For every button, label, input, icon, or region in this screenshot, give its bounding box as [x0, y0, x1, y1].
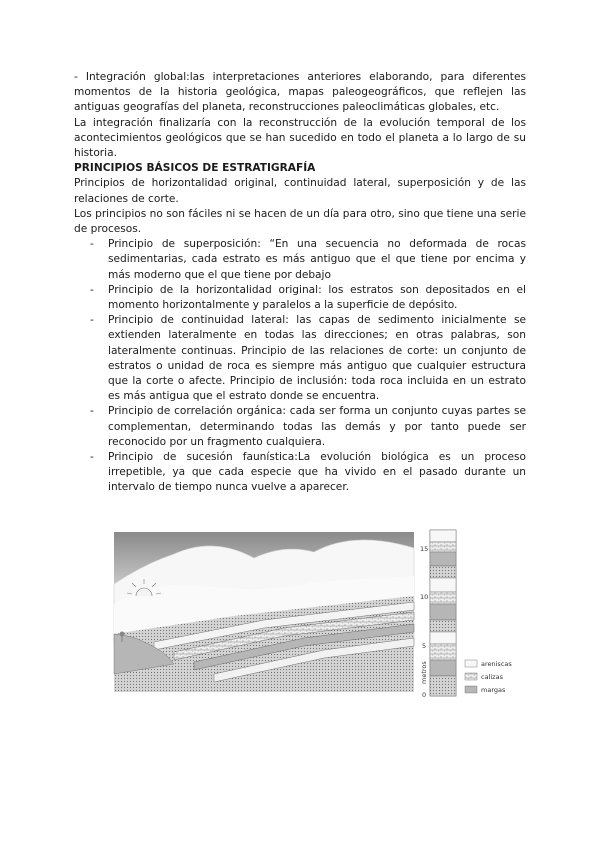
stratigraphic-column [420, 530, 456, 699]
column-tick-label: 5 [422, 642, 427, 650]
stratigraphy-figure [114, 524, 512, 699]
bullet-marker: - [90, 238, 94, 251]
legend-label: areniscas [481, 660, 512, 668]
list-item [74, 450, 526, 496]
list-item [74, 237, 526, 283]
bullet-marker: - [90, 314, 94, 327]
list-item [74, 404, 526, 450]
list-item-text: Principio de la horizontalidad original: los estratos son depositados en el momento horizontalmente y paralelos a la superficie de depósito. [108, 283, 526, 312]
legend [465, 660, 512, 694]
bullet-marker: - [90, 405, 94, 418]
legend-label: calizas [481, 673, 503, 681]
stratigraphy-illustration [114, 524, 512, 699]
list-item [74, 283, 526, 313]
section-heading: PRINCIPIOS BÁSICOS DE ESTRATIGRAFÍA [74, 162, 316, 175]
list-item-text: Principio de superposición: “En una secuencia no deformada de rocas sedimentarias, cada estrato es más antiguo que el que tiene por encima y más moderno que el que tiene por debajo [108, 238, 526, 281]
body-paragraph-2: Los principios no son fáciles ni se hacen de un día para otro, sino que tiene una serie de procesos. [74, 207, 526, 236]
list-item-text: Principio de sucesión faunística:La evolución biológica es un proceso irrepetible, ya que cada especie que ha vivido en el pasado durante un intervalo de tiempo nunca vuelve a aparecer. [108, 451, 526, 494]
column-tick-label: 15 [420, 545, 429, 553]
document-page [74, 70, 526, 496]
bullet-marker: - [90, 451, 94, 464]
intro-paragraph-1: - Integración global:las interpretaciones anteriores elaborando, para diferentes momentos de la historia geológica, mapas paleogeográficos, que reflejen las antiguas geografías del planeta, reconstrucciones paleoclimáticas globales, etc. [74, 71, 526, 114]
legend-swatch [465, 673, 477, 680]
column-tick-label: 0 [422, 691, 427, 699]
column-axis-label: metros [420, 661, 428, 684]
legend-swatch [465, 660, 477, 667]
body-paragraph-1: Principios de horizontalidad original, continuidad lateral, superposición y de las relaciones de corte. [74, 177, 526, 205]
list-item-text: Principio de correlación orgánica: cada ser forma un conjunto cuyas partes se complementan, determinando todas las demás y por tanto puede ser reconocido por un fragmento cualquiera. [108, 405, 526, 448]
legend-swatch [465, 686, 477, 693]
list-item [74, 313, 526, 404]
principles-list [74, 237, 526, 495]
legend-label: margas [481, 686, 506, 694]
intro-paragraph-2: La integración finalizaría con la reconstrucción de la evolución temporal de los acontecimientos geológicos que se han sucedido en todo el planeta a lo largo de su historia. [74, 116, 526, 160]
list-item-text: Principio de continuidad lateral: las capas de sedimento inicialmente se extienden lateralmente en todas las direcciones; en otras palabras, son lateralmente continuas. Principio de las relaciones de corte: un conjunto de estratos o unidad de roca es siempre más antiguo que cualquier estructura que la corte o afecte. Principio de inclusión: toda roca incluida en un estrato es más antigua que el estrato donde se encuentra. [108, 314, 526, 403]
column-tick-label: 10 [420, 593, 429, 601]
bullet-marker: - [90, 283, 94, 296]
